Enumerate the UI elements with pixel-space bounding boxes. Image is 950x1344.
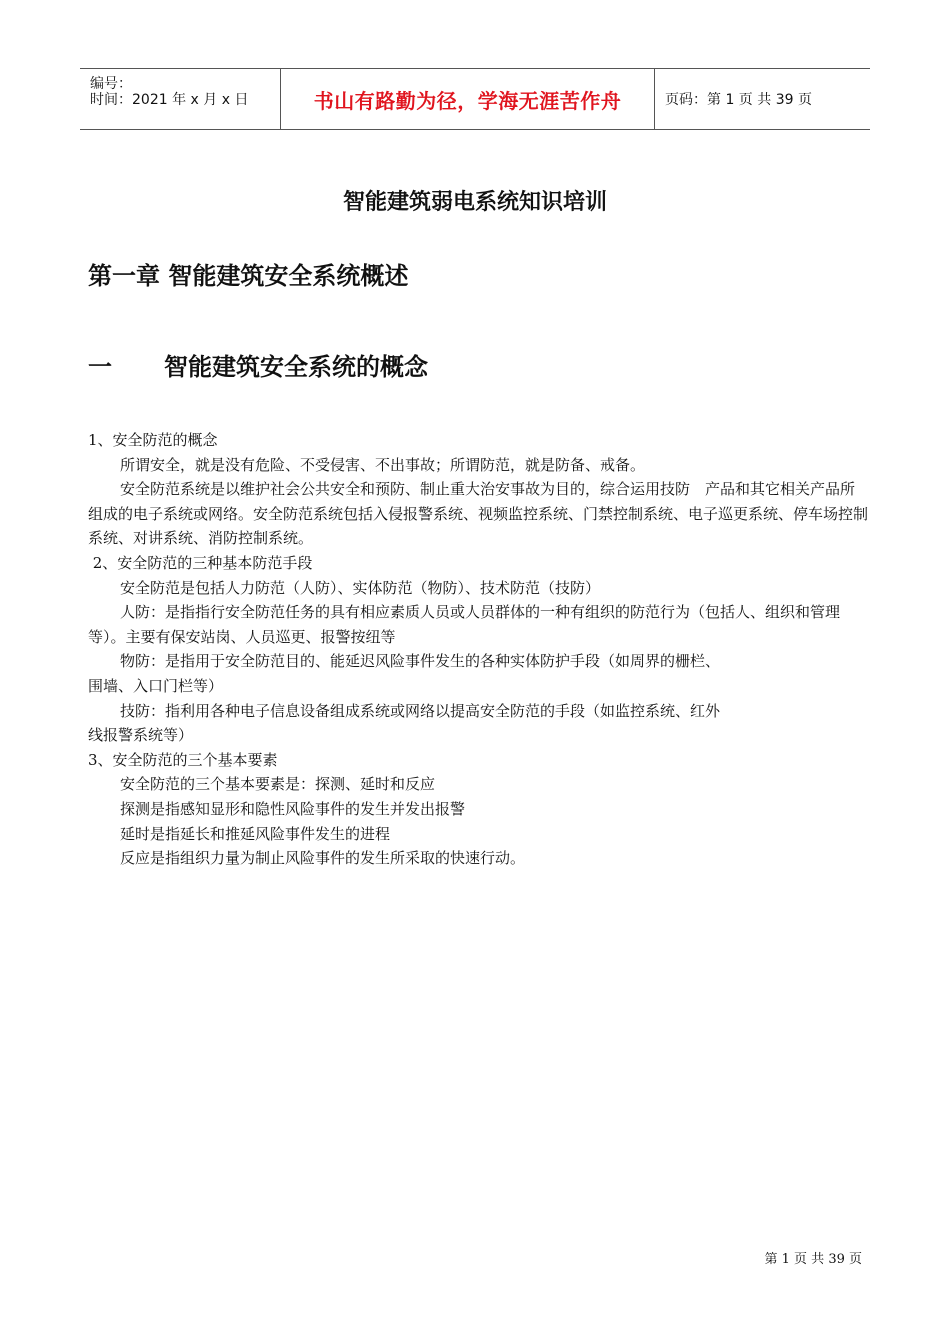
date-label: 时间：2021 年 x 月 x 日 — [90, 92, 249, 108]
paragraph: 反应是指组织力量为制止风险事件的发生所采取的快速行动。 — [120, 849, 526, 868]
paragraph: 探测是指感知显形和隐性风险事件的发生并发出报警 — [120, 799, 466, 818]
header-page-info: 页码：第 1 页 共 39 页 — [665, 92, 812, 108]
page-header — [80, 68, 870, 130]
paragraph: 技防：指利用各种电子信息设备组成系统或网络以提高安全防范的手段（如监控系统、红外 — [120, 701, 721, 720]
subheading-2: 2、安全防范的三种基本防范手段 — [88, 553, 313, 572]
paragraph: 人防：是指指行安全防范任务的具有相应素质人员或人员群体的一种有组织的防范行为（包括人、组织和管理等）。主要有保安站岗、人员巡更、报警按纽等 — [88, 603, 841, 646]
paragraph-continuation: 围墙、入口门栏等） — [88, 676, 224, 695]
section-title: 智能建筑安全系统的概念 — [164, 353, 428, 381]
paragraph: 延时是指延长和推延风险事件发生的进程 — [120, 824, 391, 843]
header-motto-cell — [281, 69, 655, 129]
section-heading — [88, 347, 428, 382]
paragraph: 所谓安全，就是没有危险、不受侵害、不出事故；所谓防范，就是防备、戒备。 — [120, 455, 646, 474]
chapter-heading: 第一章 智能建筑安全系统概述 — [88, 262, 409, 290]
number-label: 编号： — [90, 76, 132, 92]
header-meta-cell — [80, 69, 281, 129]
section-number: 一 — [88, 353, 112, 381]
paragraph: 物防：是指用于安全防范目的、能延迟风险事件发生的各种实体防护手段（如周界的栅栏、 — [120, 652, 721, 671]
paragraph: 安全防范的三个基本要素是：探测、延时和反应 — [120, 775, 436, 794]
subheading-3: 3、安全防范的三个基本要素 — [88, 750, 278, 769]
paragraph: 安全防范是包括人力防范（人防）、实体防范（物防）、技术防范（技防） — [120, 578, 601, 597]
motto-text: 书山有路勤为径，学海无涯苦作舟 — [313, 88, 622, 113]
subheading-1: 1、安全防范的概念 — [88, 431, 218, 449]
document-title: 智能建筑弱电系统知识培训 — [342, 190, 607, 215]
header-page-cell — [655, 69, 870, 129]
paragraph-continuation: 线报警系统等） — [88, 726, 194, 745]
page-footer: 第 1 页 共 39 页 — [764, 1252, 862, 1267]
document-body — [88, 428, 868, 871]
paragraph: 安全防范系统是以维护社会公共安全和预防、制止重大治安事故为目的，综合运用技防 产品和其它相关产品所组成的电子系统或网络。安全防范系统包括入侵报警系统、视频监控系统、门禁控制系统、电子巡更系统、停车场控制系统、对讲系统、消防控制系统。 — [88, 480, 869, 548]
